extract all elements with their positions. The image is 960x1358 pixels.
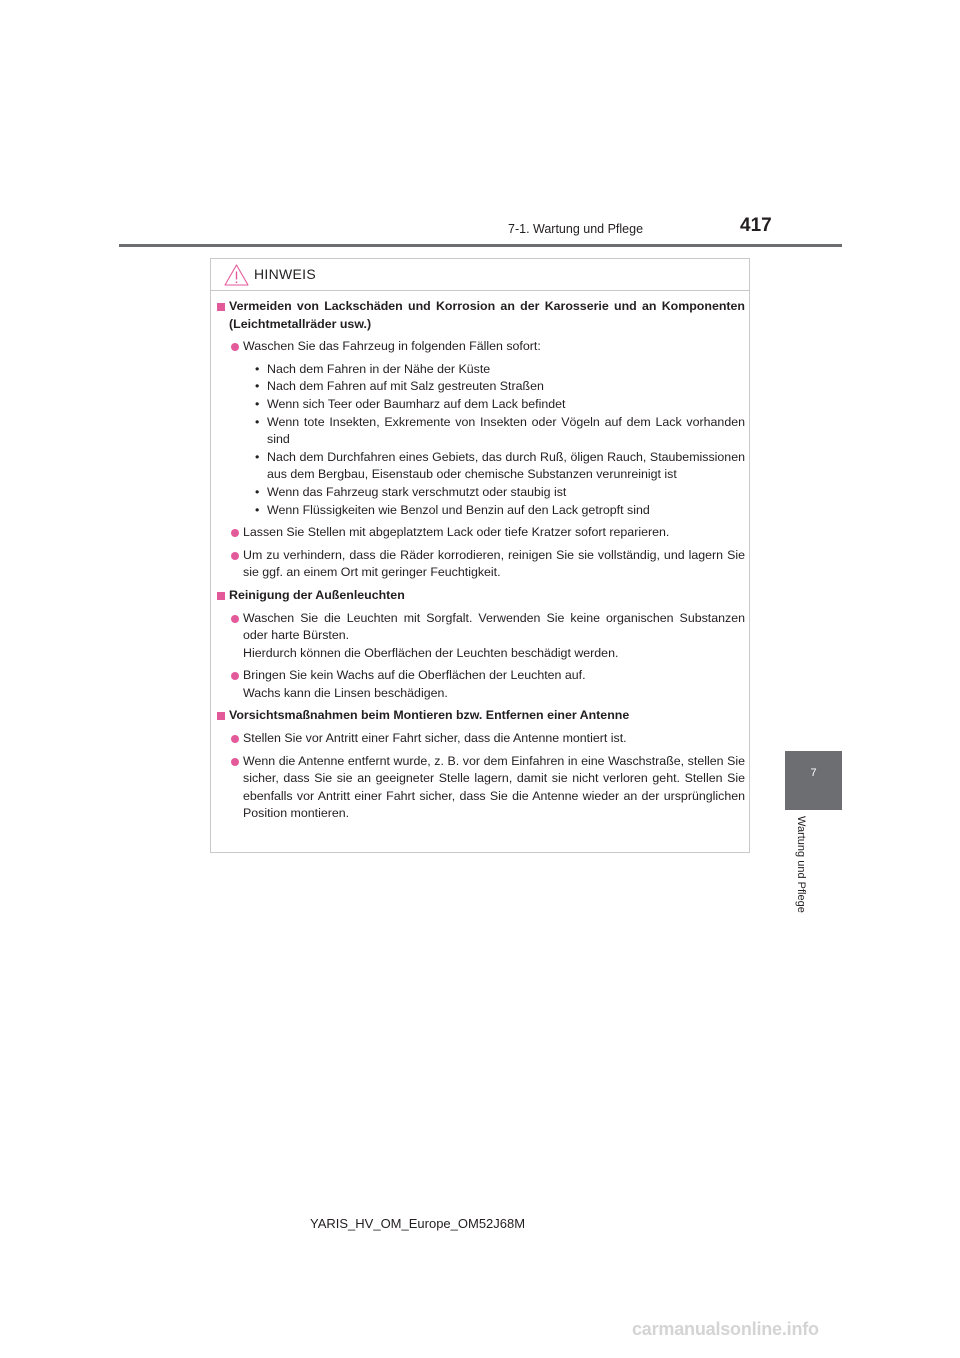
sub-bullet-icon: • xyxy=(255,361,260,376)
section-heading-text: Vermeiden von Lackschäden und Korrosion an der Karosserie und an Komponenten (Leichtmetallräder usw.) xyxy=(229,299,745,331)
sub-item xyxy=(255,414,745,449)
sub-bullet-icon: • xyxy=(255,396,260,411)
bullet-item xyxy=(217,667,745,702)
chapter-number: 7 xyxy=(810,767,817,779)
square-bullet-icon xyxy=(217,592,225,600)
round-bullet-icon xyxy=(231,758,239,766)
notice-body xyxy=(217,298,745,823)
warning-triangle-icon xyxy=(224,264,249,286)
round-bullet-icon xyxy=(231,672,239,680)
round-bullet-icon xyxy=(231,529,239,537)
round-bullet-icon xyxy=(231,343,239,351)
sub-item xyxy=(255,361,745,379)
chapter-tab xyxy=(785,751,842,810)
notice-title: HINWEIS xyxy=(254,266,316,282)
section-heading xyxy=(217,707,745,725)
round-bullet-icon xyxy=(231,615,239,623)
sub-item xyxy=(255,502,745,520)
bullet-item xyxy=(217,547,745,582)
sub-item xyxy=(255,378,745,396)
sub-item-text: Wenn sich Teer oder Baumharz auf dem Lack befindet xyxy=(267,396,566,411)
bullet-text: Lassen Sie Stellen mit abgeplatztem Lack oder tiefe Kratzer sofort reparieren. xyxy=(243,525,670,540)
section-heading-text: Reinigung der Außenleuchten xyxy=(229,587,405,602)
square-bullet-icon xyxy=(217,303,225,311)
sub-item xyxy=(255,484,745,502)
bullet-text: Waschen Sie die Leuchten mit Sorgfalt. Verwenden Sie keine organischen Substanzen oder harte Bürsten. xyxy=(243,610,745,643)
notice-box xyxy=(210,258,750,853)
bullet-item xyxy=(217,730,745,748)
sub-bullet-icon: • xyxy=(255,379,260,394)
bullet-text: Wachs kann die Linsen beschädigen. xyxy=(243,685,448,700)
sub-list xyxy=(217,361,745,519)
sub-bullet-icon: • xyxy=(255,502,260,517)
bullet-text: Stellen Sie vor Antritt einer Fahrt sicher, dass die Antenne montiert ist. xyxy=(243,731,627,746)
sub-item xyxy=(255,396,745,414)
footer-doc-code: YARIS_HV_OM_Europe_OM52J68M xyxy=(310,1216,526,1231)
bullet-text: Waschen Sie das Fahrzeug in folgenden Fällen sofort: xyxy=(243,339,541,354)
bullet-item xyxy=(217,753,745,823)
bullet-text: Hierdurch können die Oberflächen der Leuchten beschädigt werden. xyxy=(243,645,619,660)
square-bullet-icon xyxy=(217,712,225,720)
section-heading-text: Vorsichtsmaßnahmen beim Montieren bzw. Entfernen einer Antenne xyxy=(229,708,630,723)
sub-item xyxy=(255,449,745,484)
notice-header xyxy=(211,259,749,291)
sub-item-text: Wenn das Fahrzeug stark verschmutzt oder staubig ist xyxy=(267,484,567,499)
bullet-text: Bringen Sie kein Wachs auf die Oberflächen der Leuchten auf. xyxy=(243,668,586,683)
watermark: carmanualsonline.info xyxy=(632,1319,819,1339)
bullet-text: Um zu verhindern, dass die Räder korrodieren, reinigen Sie sie vollständig, und lagern Sie sie ggf. an einem Ort mit geringer Feuchtigkeit. xyxy=(243,547,745,580)
sub-bullet-icon: • xyxy=(255,449,260,464)
header-section-title: 7-1. Wartung und Pflege xyxy=(508,222,644,236)
section-heading xyxy=(217,587,745,605)
sub-item-text: Nach dem Durchfahren eines Gebiets, das durch Ruß, öligen Rauch, Staubemissionen aus dem Bergbau, Eisenstaub oder chemische Substanzen verunreinigt ist xyxy=(267,449,745,482)
round-bullet-icon xyxy=(231,552,239,560)
sub-bullet-icon: • xyxy=(255,414,260,429)
bullet-text: Wenn die Antenne entfernt wurde, z. B. vor dem Einfahren in eine Waschstraße, stellen Sie sicher, dass Sie sie an geeigneter Stelle lagern, damit sie nicht verloren geht. Stellen Sie ebenfalls vor Antritt einer Fahrt sicher, dass Sie die Antenne wieder an der ursprünglichen Position montieren. xyxy=(243,753,745,821)
sub-item-text: Nach dem Fahren in der Nähe der Küste xyxy=(267,361,491,376)
sub-item-text: Wenn Flüssigkeiten wie Benzol und Benzin auf den Lack getropft sind xyxy=(267,502,650,517)
page-number: 417 xyxy=(740,215,772,236)
round-bullet-icon xyxy=(231,735,239,743)
bullet-item xyxy=(217,524,745,542)
section-heading xyxy=(217,298,745,333)
bullet-item xyxy=(217,338,745,356)
header-divider xyxy=(119,244,842,247)
bullet-item xyxy=(217,610,745,663)
sub-bullet-icon: • xyxy=(255,484,260,499)
sub-item-text: Wenn tote Insekten, Exkremente von Insekten oder Vögeln auf dem Lack vorhanden sind xyxy=(267,414,745,447)
sub-item-text: Nach dem Fahren auf mit Salz gestreuten Straßen xyxy=(267,379,544,394)
chapter-side-label: Wartung und Pflege xyxy=(795,816,807,913)
